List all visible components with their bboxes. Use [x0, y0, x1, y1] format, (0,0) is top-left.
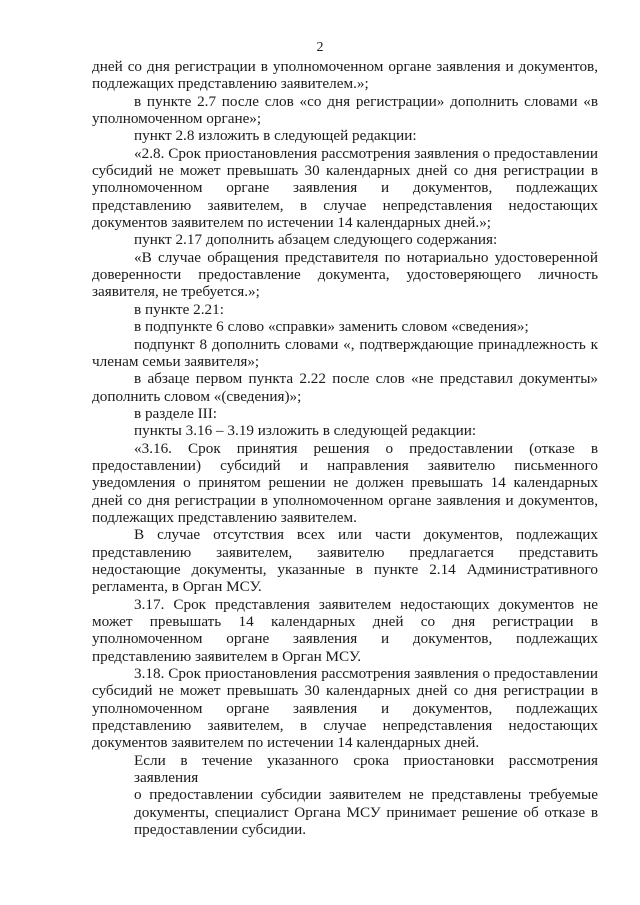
final-paragraph-line: Если в течение указанного срока приостановки рассмотрения заявления: [134, 751, 598, 787]
paragraph: «В случае обращения представителя по нотариально удостоверенной доверенности предоставление документа, удостоверяющего личность заявителя, не требуется.»;: [92, 248, 598, 301]
paragraph: пункты 3.16 – 3.19 изложить в следующей редакции:: [134, 422, 477, 440]
document-body: [92, 58, 598, 838]
paragraph: «2.8. Срок приостановления рассмотрения заявления о предоставлении субсидий не может превышать 30 календарных дней со дня регистрации в уполномоченном органе заявления и документов, подлежащих представлению заявителем, в случае непредставления недостающих документов заявителем по истечении 14 календарных дней.»;: [92, 144, 598, 232]
paragraph: пункт 2.8 изложить в следующей редакции:: [134, 127, 417, 145]
paragraph: 3.18. Срок приостановления рассмотрения заявления о предоставлении субсидий не может превышать 30 календарных дней со дня регистрации в уполномоченном органе заявления и документов, подлежащих представлению заявителем, в случае непредставления недостающих документов заявителем по истечении 14 календарных дней.: [92, 665, 598, 752]
paragraph: В случае отсутствия всех или части документов, подлежащих представлению заявителем, заявителю предлагается представить недостающие документы, указанные в пункте 2.14 Административного регламента, в Орган МСУ.: [92, 526, 598, 596]
page-number: 2: [316, 40, 324, 55]
paragraph: дней со дня регистрации в уполномоченном органе заявления и документов, подлежащих представлению заявителем.»;: [92, 58, 598, 93]
paragraph: подпункт 8 дополнить словами «, подтверждающие принадлежность к членам семьи заявителя»;: [92, 335, 598, 370]
paragraph: в абзаце первом пункта 2.22 после слов «не представил документы» дополнить словом «(сведения)»;: [92, 370, 598, 405]
paragraph: 3.17. Срок представления заявителем недостающих документов не может превышать 14 календарных дней со дня регистрации в уполномоченном органе заявления и документов, подлежащих представлению заявителем в Орган МСУ.: [92, 595, 598, 665]
final-paragraph: [92, 752, 598, 839]
paragraph: в разделе III:: [134, 404, 218, 422]
paragraph: в пункте 2.21:: [134, 300, 224, 318]
final-paragraph-line: предоставлении субсидии.: [134, 821, 307, 839]
paragraph: пункт 2.17 дополнить абзацем следующего содержания:: [134, 231, 498, 249]
paragraph: в пункте 2.7 после слов «со дня регистрации» дополнить словами «в уполномоченном органе»;: [92, 92, 598, 128]
final-paragraph-line: о предоставлении субсидии заявителем не представлены требуемые: [134, 786, 598, 804]
paragraph: в подпункте 6 слово «справки» заменить словом «сведения»;: [134, 318, 529, 336]
final-paragraph-line: документы, специалист Органа МСУ принимает решение об отказе в: [134, 803, 598, 821]
paragraph: «3.16. Срок принятия решения о предоставлении (отказе в предоставлении) субсидий и направления заявителю письменного уведомления о принятом решении не должен превышать 14 календарных дней со дня регистрации в уполномоченном органе заявления и документов, подлежащих представлению заявителем.: [92, 439, 598, 526]
